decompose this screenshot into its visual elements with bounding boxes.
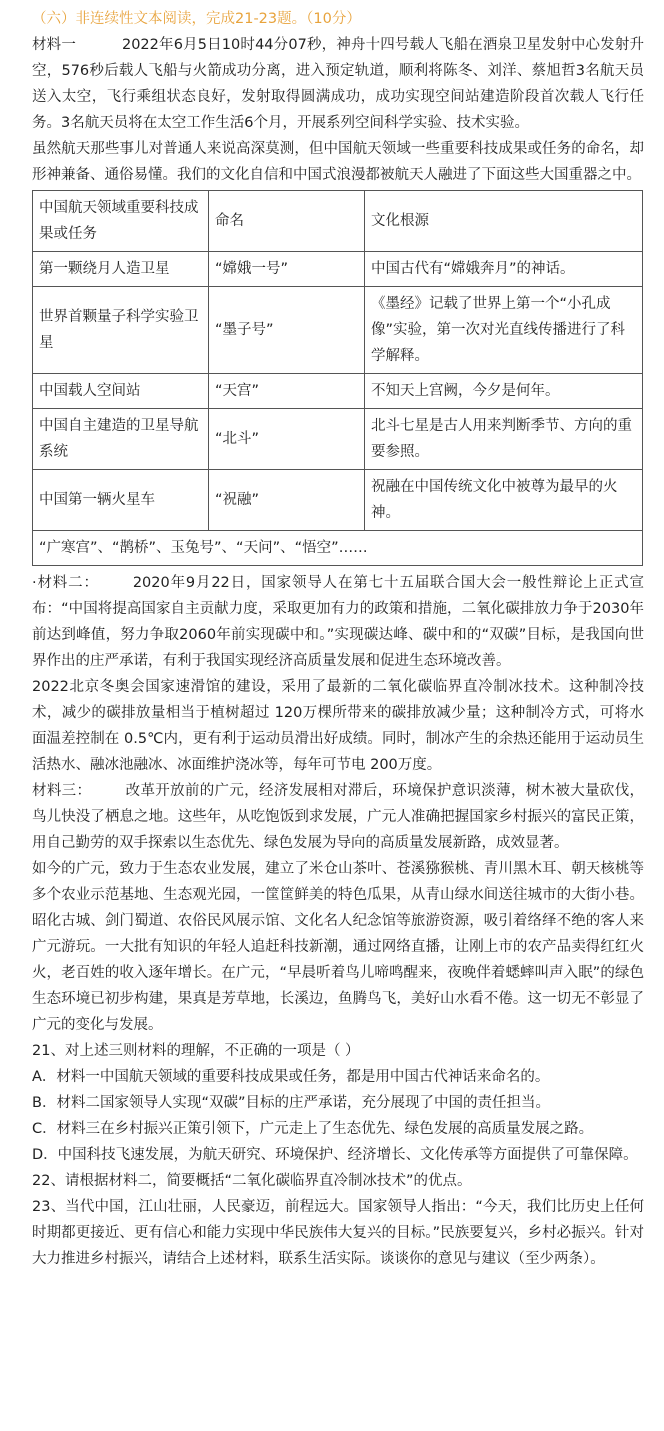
table-cell: 祝融在中国传统文化中被尊为最早的火神。 [365,470,643,531]
table-row [33,252,643,287]
question-21-option-b: B．材料二国家领导人实现“双碳”目标的庄严承诺，充分展现了中国的责任担当。 [32,1095,550,1111]
table-cell: 中国载人空间站 [33,374,209,409]
table-cell: 中国第一辆火星车 [33,470,209,531]
table-cell: 世界首颗量子科学实验卫星 [33,287,209,374]
table-cell: 中国古代有“嫦娥奔月”的神话。 [365,252,643,287]
table-cell: “天宫” [209,374,365,409]
table-cell: 《墨经》记载了世界上第一个“小孔成像”实验，第一次对光直线传播进行了科学解释。 [365,287,643,374]
question-23: 23、当代中国，江山壮丽，人民豪迈，前程远大。国家领导人指出：“今天，我们比历史上任何时期都更接近、更有信心和能力实现中华民族伟大复兴的目标。”民族要复兴，乡村必振兴。针对大力推进乡村振兴，请结合上述材料，联系生活实际。谈谈你的意见与建议（至少两条）。 [32,1199,644,1267]
material3-p1-text: 改革开放前的广元，经济发展相对滞后，环境保护意识淡薄，树木被大量砍伐，鸟儿快没了栖息之地。这些年，从吃饱饭到求发展，广元人准确把握国家乡村振兴的富民正策，用自己勤劳的双手探索以生态优先、绿色发展为导向的高质量发展新路，成效显著。 [32,783,645,851]
table-header-cell: 中国航天领域重要科技成果或任务 [33,191,209,252]
table-cell: 第一颗绕月人造卫星 [33,252,209,287]
table-cell: 北斗七星是古人用来判断季节、方向的重要参照。 [365,409,643,470]
question-21-option-d: D．中国科技飞速发展，为航天研究、环境保护、经济增长、文化传承等方面提供了可靠保障。 [32,1147,638,1163]
question-22: 22、请根据材料二，简要概括“二氧化碳临界直冷制冰技术”的优点。 [32,1173,472,1189]
table-row [33,374,643,409]
table-cell: “嫦娥一号” [209,252,365,287]
material2-paragraph-2: 2022北京冬奥会国家速滑馆的建设，采用了最新的二氧化碳临界直冷制冰技术。这种制冷技术，减少的碳排放量相当于植树超过 120万棵所带来的碳排放减少量；这种制冷方式，可将水面温差控制在 0.5℃内，更有利于运动员滑出好成绩。同时，制冰产生的余热还能用于运动员生活热水、融冰池融冰、冰面维护浇冰等，每年可节电 200万度。 [32,679,644,773]
table-cell: 不知天上宫阙，今夕是何年。 [365,374,643,409]
table-footer-cell: “广寒宫”、“鹊桥”、玉兔号”、“天问”、“悟空”…… [33,531,643,566]
question-21-option-c: C．材料三在乡村振兴正策引领下，广元走上了生态优先、绿色发展的高质量发展之路。 [32,1121,594,1137]
table-header-cell: 文化根源 [365,191,643,252]
table-cell: 中国自主建造的卫星导航系统 [33,409,209,470]
table-footer-row [33,531,643,566]
table-row [33,287,643,374]
table-cell: “墨子号” [209,287,365,374]
material2-p1-text: 2020年9月22日，国家领导人在第七十五届联合国大会一般性辩论上正式宣布：“中国将提高国家自主贡献力度，采取更加有力的政策和措施，二氧化碳排放力争于2030年前达到峰值，努力争取2060年前实现碳中和。”实现碳达峰、碳中和的“双碳”目标，是我国向世界作出的庄严承诺，有利于我国实现经济高质量发展和促进生态环境改善。 [32,575,645,669]
table-header-row [33,191,643,252]
material1-label: 材料一 [32,37,76,53]
table-header-cell: 命名 [209,191,365,252]
table-row [33,470,643,531]
section-heading: （六）非连续性文本阅读，完成21-23题。（10分） [32,11,361,27]
material3-paragraph-2: 如今的广元，致力于生态农业发展，建立了米仓山茶叶、苍溪猕猴桃、青川黑木耳、朝天核桃等多个农业示范基地、生态观光园，一筐筐鲜美的特色瓜果，从青山绿水间送往城市的大街小巷。昭化古城、剑门蜀道、农俗民风展示馆、文化名人纪念馆等旅游资源，吸引着络绎不绝的客人来广元游玩。一大批有知识的年轻人追赶科技新潮，通过网络直播，让刚上市的农产品卖得红红火火，老百姓的收入逐年增长。在广元，“早晨听着鸟儿啼鸣醒来，夜晚伴着蟋蟀叫声入眠”的绿色生态环境已初步构建，果真是芳草地，长溪边，鱼腾鸟飞，美好山水看不倦。这一切无不彰显了广元的变化与发展。 [32,861,644,1033]
material1-paragraph-2: 虽然航天那些事儿对普通人来说高深莫测，但中国航天领域一些重要科技成果或任务的命名，却形神兼备、通俗易懂。我们的文化自信和中国式浪漫都被航天人融进了下面这些大国重器之中。 [32,141,644,183]
material3-paragraph-1 [32,778,644,856]
table-row [33,409,643,470]
question-21: 21、对上述三则材料的理解，不正确的一项是（ ） [32,1043,360,1059]
material3-label: 材料三： [32,783,92,799]
table-cell: “祝融” [209,470,365,531]
material2-paragraph-1 [32,570,644,674]
material1-paragraph-1 [32,32,644,136]
material1-p1-text: 2022年6月5日10时44分07秒，神舟十四号载人飞船在酒泉卫星发射中心发射升空，576秒后载人飞船与火箭成功分离，进入预定轨道，顺利将陈冬、刘洋、蔡旭哲3名航天员送入太空，飞行乘组状态良好，发射取得圆满成功，成功实现空间站建造阶段首次载人飞行任务。3名航天员将在太空工作生活6个月，开展系列空间科学实验、技术实验。 [32,37,644,131]
question-21-option-a: A．材料一中国航天领域的重要科技成果或任务，都是用中国古代神话来命名的。 [32,1069,550,1085]
aerospace-naming-table [32,190,643,566]
table-cell: “北斗” [209,409,365,470]
material2-label: ·材料二： [32,575,99,591]
